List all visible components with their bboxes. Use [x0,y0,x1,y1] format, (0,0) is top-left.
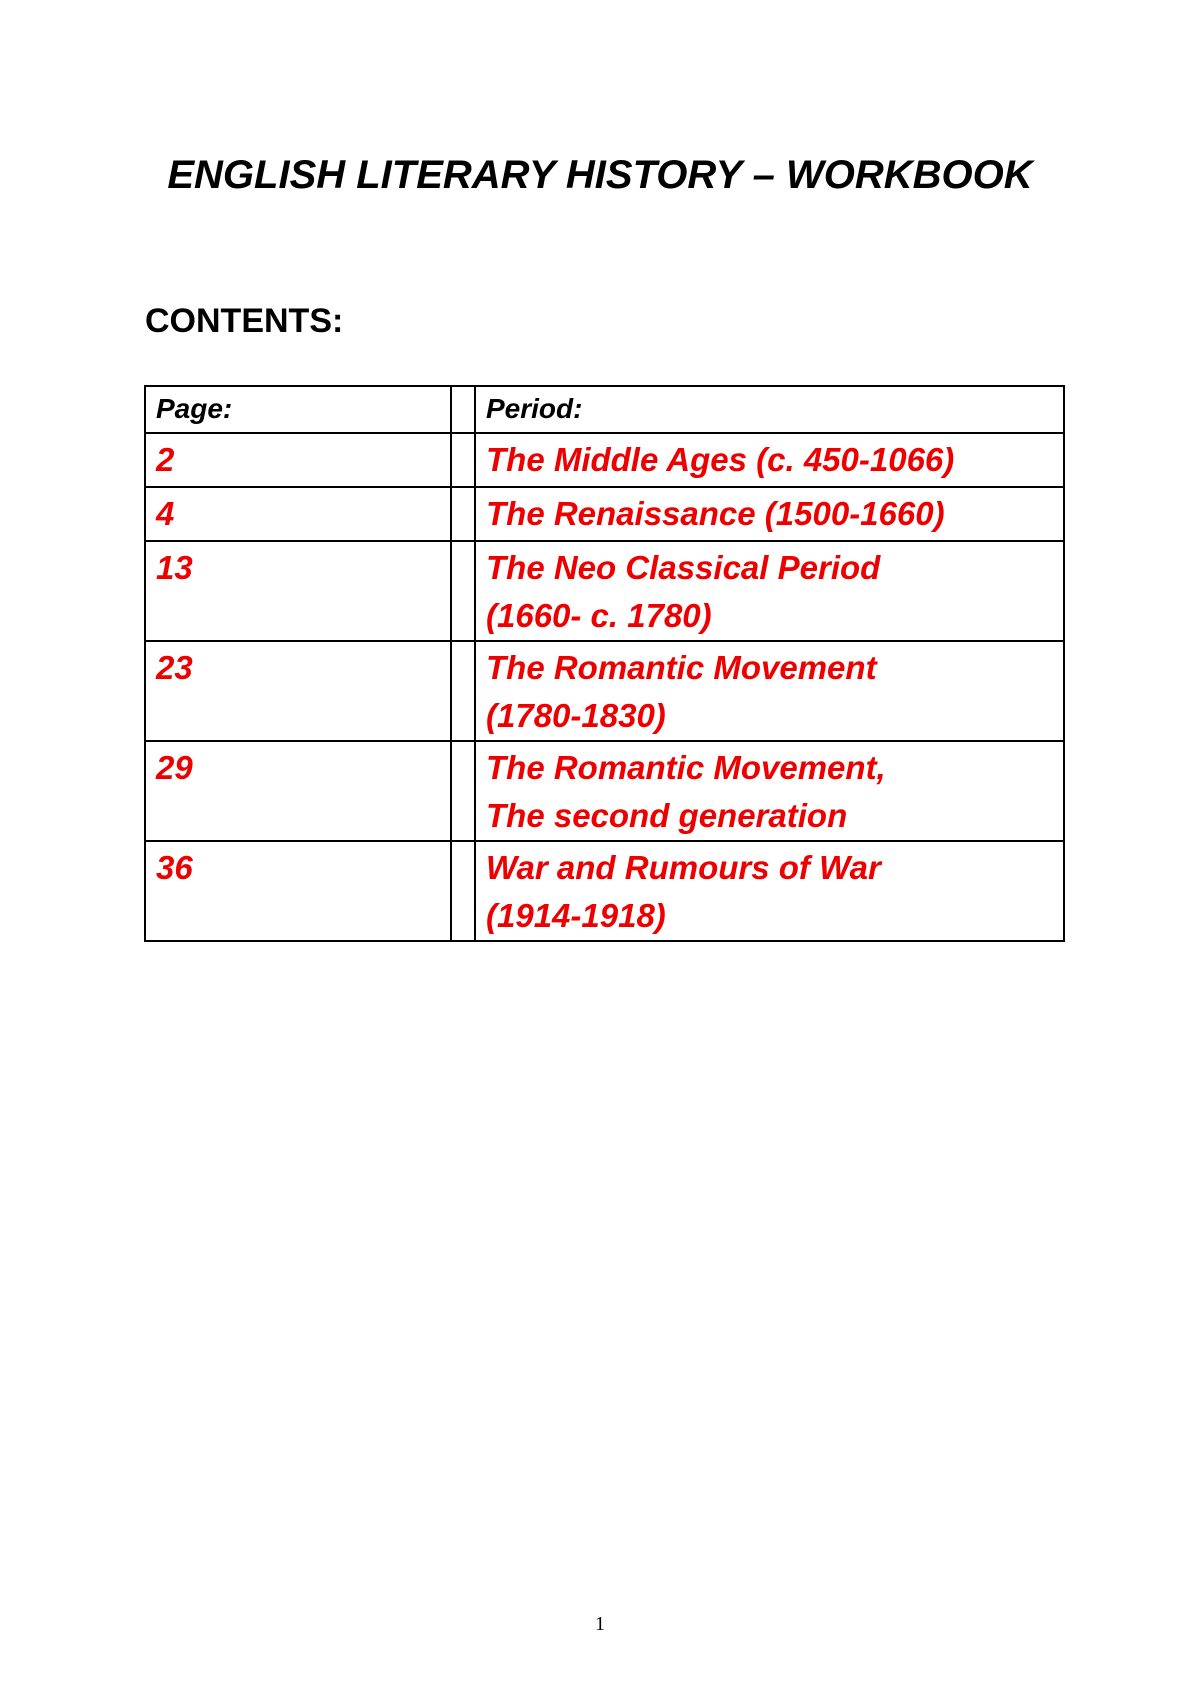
page-cell [145,541,451,641]
period-line: The Romantic Movement, [486,749,886,786]
page-cell [145,433,451,487]
period-line: (1780-1830) [486,697,666,734]
spacer-cell [451,741,475,841]
period-line: The Middle Ages (c. 450-1066) [486,441,955,478]
table-header-row [145,386,1064,433]
period-cell [475,641,1064,741]
page-cell [145,841,451,941]
period-value [476,642,1063,740]
period-line: War and Rumours of War [486,849,881,886]
contents-heading: CONTENTS: [145,302,344,340]
spacer-cell [451,433,475,487]
spacer-cell [451,641,475,741]
page-number-value: 36 [156,849,193,886]
header-period-cell [475,386,1064,433]
page-number-value: 13 [156,549,193,586]
period-line: The Romantic Movement [486,649,877,686]
page-number-value: 29 [156,749,193,786]
period-value [476,842,1063,940]
header-period-label: Period: [486,393,583,424]
contents-table [144,385,1065,942]
page-cell [145,487,451,541]
table-row [145,433,1064,487]
period-line: The Neo Classical Period [486,549,881,586]
table-row [145,541,1064,641]
table-row [145,841,1064,941]
period-cell [475,541,1064,641]
table-row [145,487,1064,541]
spacer-cell [451,386,475,433]
period-cell [475,741,1064,841]
page-number-value: 23 [156,649,193,686]
table-row [145,641,1064,741]
page-number-value: 2 [156,441,175,478]
period-line: (1660- c. 1780) [486,597,712,634]
period-line: The Renaissance (1500-1660) [486,495,945,532]
document-title: ENGLISH LITERARY HISTORY – WORKBOOK [167,153,1033,197]
period-line: The second generation [486,797,848,834]
page-cell [145,741,451,841]
page-cell [145,641,451,741]
period-value [476,488,1063,538]
period-value [476,434,1063,484]
period-line: (1914-1918) [486,897,666,934]
spacer-cell [451,487,475,541]
spacer-cell [451,841,475,941]
header-page-label: Page: [156,393,233,424]
header-page-cell [145,386,451,433]
period-cell [475,433,1064,487]
period-cell [475,487,1064,541]
page-number-value: 4 [156,495,175,532]
table-row [145,741,1064,841]
footer-page-number: 1 [595,1613,605,1635]
period-cell [475,841,1064,941]
period-value [476,742,1063,840]
spacer-cell [451,541,475,641]
period-value [476,542,1063,640]
